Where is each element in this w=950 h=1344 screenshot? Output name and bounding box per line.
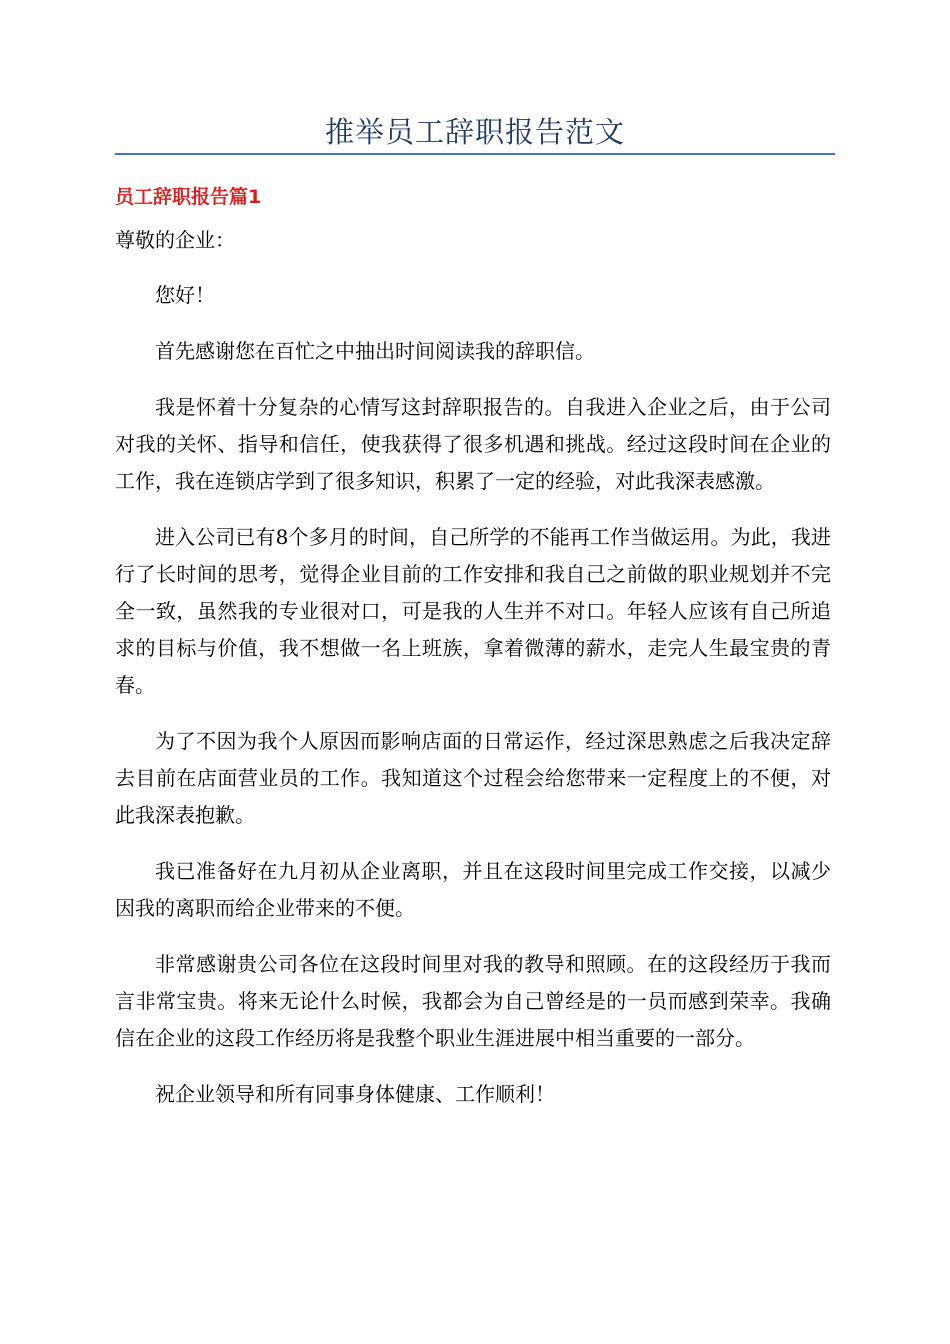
letter-paragraph: 为了不因为我个人原因而影响店面的日常运作，经过深思熟虑之后我决定辞去目前在店面营业员的工作。我知道这个过程会给您带来一定程度上的不便，对此我深表抱歉。 [115, 729, 831, 827]
letter-paragraph: 我是怀着十分复杂的心情写这封辞职报告的。自我进入企业之后，由于公司对我的关怀、指导和信任，使我获得了很多机遇和挑战。经过这段时间在企业的工作，我在连锁店学到了很多知识，积累了一定的经验，对此我深表感激。 [115, 395, 831, 493]
letter-paragraph: 首先感谢您在百忙之中抽出时间阅读我的辞职信。 [155, 339, 595, 363]
section-heading: 员工辞职报告篇1 [115, 186, 262, 208]
letter-body [115, 222, 831, 1132]
letter-greeting: 您好！ [155, 283, 215, 307]
letter-closing: 祝企业领导和所有同事身体健康、工作顺利！ [155, 1082, 555, 1106]
letter-paragraph: 非常感谢贵公司各位在这段时间里对我的教导和照顾。在的这段经历于我而言非常宝贵。将来无论什么时候，我都会为自己曾经是的一员而感到荣幸。我确信在企业的这段工作经历将是我整个职业生涯进展中相当重要的一部分。 [115, 952, 831, 1050]
letter-salutation: 尊敬的企业： [115, 228, 235, 252]
document-title: 推举员工辞职报告范文 [324, 115, 625, 149]
title-underline [115, 153, 835, 155]
letter-paragraph: 我已准备好在九月初从企业离职，并且在这段时间里完成工作交接，以减少因我的离职而给企业带来的不便。 [115, 859, 831, 920]
letter-paragraph: 进入公司已有8个多月的时间，自己所学的不能再工作当做运用。为此，我进行了长时间的思考，觉得企业目前的工作安排和我自己之前做的职业规划并不完全一致，虽然我的专业很对口，可是我的人生并不对口。年轻人应该有自己所追求的目标与价值，我不想做一名上班族，拿着微薄的薪水，走完人生最宝贵的青春。 [115, 525, 831, 697]
